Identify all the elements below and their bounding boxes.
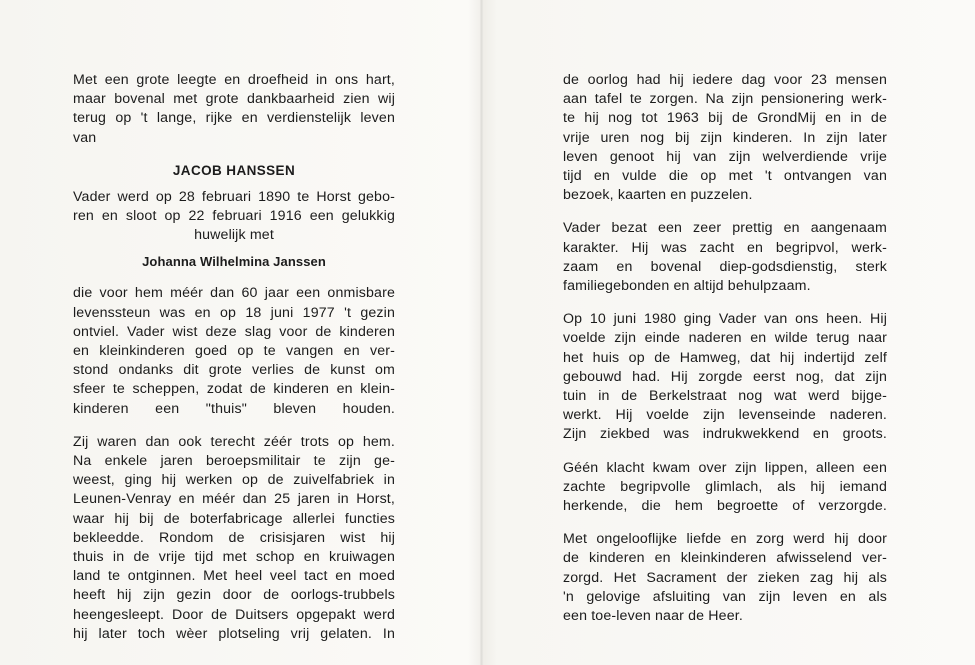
- text-line: Vader bezat een zeer prettig en aangenaam: [563, 220, 887, 237]
- text-line: sfeer te scheppen, zodat de kinderen en klein-: [73, 381, 395, 398]
- text-line: Géén klacht kwam over zijn lippen, alleen een: [563, 459, 887, 476]
- spouse-name: Johanna Wilhelmina Janssen: [142, 254, 326, 270]
- text-line: Zij waren dan ook terecht zéér trots op hem.: [73, 433, 395, 450]
- text-line: land te ontginnen. Met heel veel tact en moed: [73, 568, 395, 585]
- text-line: de oorlog had hij iedere dag voor 23 mensen: [563, 72, 887, 88]
- text-line: vrije uren nog bij zijn kinderen. In zijn later: [563, 129, 887, 146]
- card-fold: [480, 0, 483, 665]
- smile-paragraph: [563, 459, 887, 517]
- war-paragraph: [563, 71, 887, 205]
- text-line: familiegebonden en altijd behulpzaam.: [563, 278, 811, 295]
- text-line: het huis op de Hamweg, dat hij indertijd zelf: [563, 349, 887, 366]
- care-paragraph: [563, 530, 887, 626]
- text-line: zaam en bovenal diep-godsdienstig, sterk: [563, 258, 887, 275]
- text-line: heeft hij zijn gezin door de oorlogs-trubbels: [73, 587, 395, 604]
- text-line: Na enkele jaren beroepsmilitair te zijn ge-: [73, 453, 395, 470]
- text-line: hij later toch wèer plotseling vrij gelaten. In: [73, 625, 395, 642]
- text-line: aan tafel te zorgen. Na zijn pensionering werk-: [563, 91, 887, 108]
- text-line: waar hij bij de boterfabricage allerlei functies: [73, 510, 395, 527]
- life-paragraph: [73, 284, 395, 418]
- text-line: Met een grote leegte en droefheid in ons hart,: [73, 72, 395, 88]
- text-line: Met ongelooflijke liefde en zorg werd hij door: [563, 531, 887, 548]
- text-line: stond ondanks dit grote verlies de kunst om: [73, 362, 395, 379]
- text-line: levenssteun was en op 18 juni 1977 't gezin: [73, 304, 395, 321]
- text-line: Op 10 juni 1980 ging Vader van ons heen. Hij: [563, 311, 887, 328]
- text-line: terug op 't lange, rijke en verdienstelijk leven: [73, 110, 395, 127]
- text-line: te hij nog tot 1963 bij de GrondMij en in de: [563, 110, 887, 127]
- birth-paragraph: [73, 188, 395, 246]
- text-line: een toe-leven naar de Heer.: [563, 608, 743, 625]
- text-line: en kleinkinderen goed op te vangen en ver-: [73, 343, 395, 360]
- text-line: voelde zijn einde naderen en wilde terug naar: [563, 330, 887, 347]
- text-line: de kinderen en kleinkinderen afwisselend ver-: [563, 550, 887, 567]
- text-line: huwelijk met: [194, 227, 274, 244]
- character-paragraph: [563, 219, 887, 296]
- text-line: tuin in de Berkelstraat nog wat werd bijge-: [563, 388, 887, 405]
- text-line: bezoek, kaarten en puzzelen.: [563, 187, 753, 204]
- text-line: karakter. Hij was zacht en begripvol, werk-: [563, 239, 887, 256]
- text-line: weest, ging hij werken op de zuivelfabriek in: [73, 472, 395, 489]
- career-paragraph: [73, 433, 395, 644]
- text-line: thuis in de vrije tijd met schop en kruiwagen: [73, 549, 395, 566]
- text-line: heengesleept. Door de Duitsers opgepakt werd: [73, 606, 395, 623]
- text-line: maar bovenal met grote dankbaarheid zien wij: [73, 91, 395, 108]
- text-line: Leunen-Venray en méér dan 25 jaren in Horst,: [73, 491, 395, 508]
- text-line: gebouwd had. Hij zorgde eerst nog, dat zijn: [563, 368, 887, 385]
- text-line: werkt. Hij voelde zijn levenseinde naderen.: [563, 407, 887, 424]
- text-line: herkende, die hem begroette of verzorgde.: [563, 498, 887, 515]
- text-line: zorgd. Het Sacrament der zieken zag hij als: [563, 569, 887, 586]
- text-line: leven genoot hij van zijn welverdiende vrije: [563, 148, 887, 165]
- text-line: Zijn ziekbed was indrukwekkend en groots.: [563, 426, 887, 443]
- text-line: ren en sloot op 22 februari 1916 een gelukkig: [73, 208, 395, 225]
- text-line: kinderen een "thuis" bleven houden.: [73, 400, 395, 417]
- right-page: [563, 71, 887, 640]
- text-line: Vader werd op 28 februari 1890 te Horst gebo-: [73, 188, 395, 205]
- left-page: [73, 71, 395, 658]
- text-line: die voor hem méér dan 60 jaar een onmisbare: [73, 285, 395, 302]
- text-line: zachte begripvolle glimlach, als hij iemand: [563, 478, 887, 495]
- text-line: 'n gelovige afsluiting van zijn leven en als: [563, 588, 887, 605]
- text-line: ontviel. Vader wist deze slag voor de kinderen: [73, 323, 395, 340]
- text-line: tijd en vulde die op met 't ontvangen van: [563, 168, 887, 185]
- intro-paragraph: [73, 71, 395, 148]
- text-line: bekleedde. Rondom de crisisjaren wist hij: [73, 529, 395, 546]
- text-line: van: [73, 129, 97, 146]
- deceased-name: JACOB HANSSEN: [172, 162, 296, 178]
- passing-paragraph: [563, 310, 887, 444]
